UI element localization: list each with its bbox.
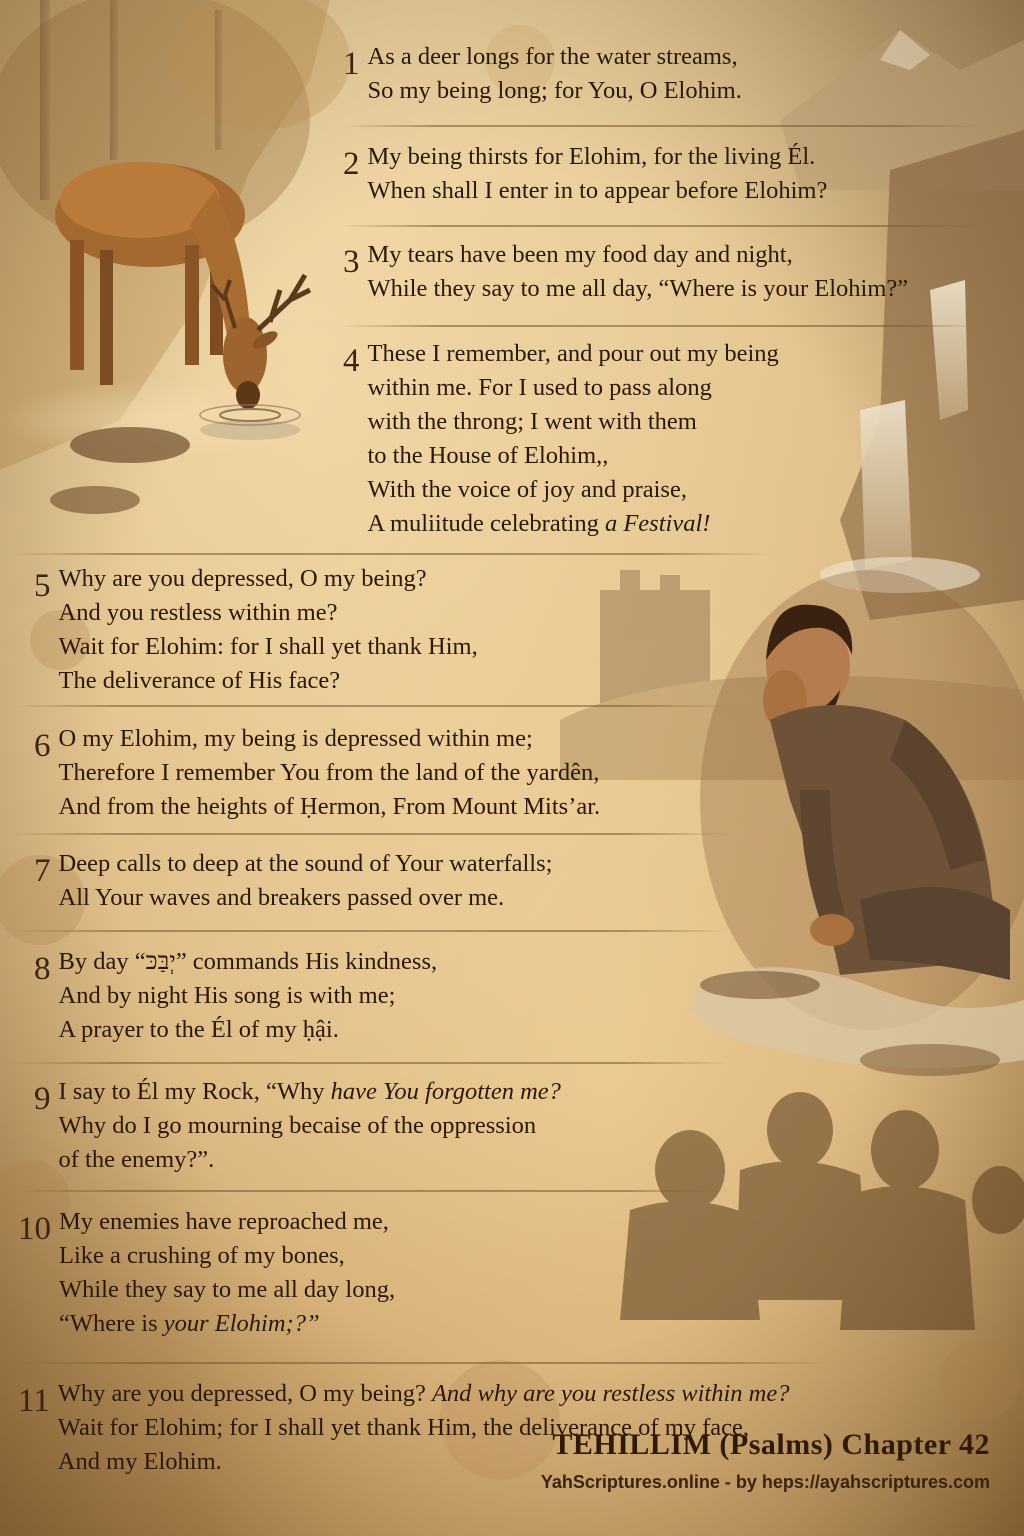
divider — [10, 930, 730, 932]
text-run: Why are you depressed, O my being? — [57, 1380, 432, 1407]
verse-line — [368, 74, 742, 108]
verse-line — [58, 1377, 790, 1411]
text-run: Deep calls to deep at the sound of Your waterfalls; — [58, 850, 553, 877]
text-run-italic: have You forgotten me? — [330, 1078, 561, 1105]
verse-line — [368, 174, 828, 208]
verse-9 — [34, 1075, 561, 1177]
verse-line — [368, 405, 779, 439]
verse-number: 4 — [343, 343, 360, 379]
text-run: My tears have been my food day and night, — [367, 241, 793, 268]
verse-number: 11 — [18, 1383, 50, 1419]
divider — [10, 1062, 730, 1064]
grieving-man — [700, 570, 1024, 1030]
text-run: With the voice of joy and praise, — [367, 476, 687, 503]
divider — [10, 553, 770, 555]
verse-8 — [34, 945, 437, 1047]
text-run: While they say to me all day long, — [59, 1276, 396, 1303]
verse-line — [59, 1075, 561, 1109]
verse-line — [59, 562, 478, 596]
mourning-figures — [620, 1092, 1024, 1330]
verse-line — [59, 881, 553, 915]
verse-line — [59, 979, 438, 1013]
verse-2 — [343, 140, 827, 208]
divider — [10, 1190, 730, 1192]
verse-number: 8 — [34, 951, 51, 987]
waterfall — [820, 130, 1024, 620]
verse-number: 7 — [34, 853, 51, 889]
verse-number: 9 — [34, 1081, 51, 1117]
verse-line — [59, 847, 553, 881]
verse-text — [59, 1205, 395, 1341]
text-run: And you restless within me? — [58, 599, 338, 626]
text-run: A prayer to the Él of my ḥậi. — [58, 1016, 339, 1043]
text-run: Like a crushing of my bones, — [59, 1242, 345, 1269]
text-run: Why do I go mourning becaise of the oppression — [58, 1112, 537, 1139]
verse-line — [59, 722, 601, 756]
verse-text — [368, 40, 742, 108]
verse-7 — [34, 847, 552, 915]
verse-line — [368, 238, 909, 272]
divider — [340, 325, 980, 327]
verse-line — [59, 1109, 561, 1143]
verse-1 — [343, 40, 742, 108]
verse-line — [59, 1013, 438, 1047]
text-run: So my being long; for You, O Elohim. — [367, 77, 742, 104]
stream — [690, 967, 1024, 1076]
verse-number: 5 — [34, 568, 51, 604]
verse-text — [368, 337, 779, 541]
divider — [10, 705, 730, 707]
text-run: Wait for Elohim: for I shall yet thank Him, — [58, 633, 478, 660]
verse-line — [59, 1143, 561, 1177]
verse-6 — [34, 722, 600, 824]
text-run: to the House of Elohim,, — [367, 442, 609, 469]
text-run: “Where is — [59, 1310, 164, 1337]
verse-text — [368, 238, 909, 306]
website-credit[interactable]: YahScriptures.online - by heps://ayahscriptures.com — [540, 1472, 990, 1492]
text-run: As a deer longs for the water streams, — [367, 43, 738, 70]
text-run: with the throng; I went with them — [367, 408, 697, 435]
text-run-italic: your Elohim;?” — [163, 1310, 320, 1337]
verse-text — [59, 562, 478, 698]
verse-line — [59, 1273, 395, 1307]
verse-5 — [34, 562, 478, 698]
divider — [10, 833, 730, 835]
verse-line — [368, 272, 909, 306]
text-run: These I remember, and pour out my being — [367, 340, 779, 367]
text-run: All Your waves and breakers passed over me. — [58, 884, 505, 911]
verse-line — [368, 439, 779, 473]
text-run: My enemies have reproached me, — [59, 1208, 389, 1235]
verse-text — [59, 1075, 561, 1177]
verse-number: 6 — [34, 728, 51, 764]
text-run: Why are you depressed, O my being? — [58, 565, 427, 592]
text-run-italic: a Festival! — [604, 510, 711, 537]
text-run: within me. For I used to pass along — [367, 374, 712, 401]
text-run: When shall I enter in to appear before Elohim? — [367, 177, 828, 204]
text-run: By day “יְבַּכּ” commands His kindness, — [58, 948, 438, 975]
verse-text — [59, 847, 553, 915]
verse-line — [59, 664, 478, 698]
text-run: of the enemy?”. — [58, 1146, 215, 1173]
verse-number: 1 — [343, 46, 360, 82]
verse-4 — [343, 337, 779, 541]
text-run: While they say to me all day, “Where is your Elohim?” — [367, 275, 909, 302]
divider — [340, 125, 980, 127]
verse-text — [59, 945, 438, 1047]
chapter-title: TEHILLIM (Psalms) Chapter 42 — [552, 1428, 990, 1461]
text-run: Therefore I remember You from the land of the yardên, — [58, 759, 600, 786]
text-run: I say to Él my Rock, “Why — [58, 1078, 331, 1105]
verse-number: 2 — [343, 146, 360, 182]
verse-line — [59, 756, 601, 790]
divider — [340, 225, 980, 227]
text-run-italic: And why are you restless within me? — [431, 1380, 790, 1407]
verse-line — [368, 507, 779, 541]
verse-line — [59, 945, 438, 979]
verse-line — [59, 630, 478, 664]
verse-number: 10 — [18, 1211, 51, 1247]
text-run: And my Elohim. — [57, 1448, 222, 1475]
text-run: Wait for Elohim; for I shall yet thank Him, the deliverance of my face, — [57, 1414, 750, 1441]
text-run: My being thirsts for Elohim, for the living Él. — [367, 143, 816, 170]
verse-line — [368, 140, 828, 174]
verse-line — [59, 1205, 395, 1239]
verse-line — [368, 337, 779, 371]
text-run: The deliverance of His face? — [58, 667, 341, 694]
divider — [10, 1362, 830, 1364]
verse-3 — [343, 238, 908, 306]
verse-line — [368, 40, 742, 74]
verse-text — [59, 722, 601, 824]
verse-number: 3 — [343, 244, 360, 280]
text-run: A muliitude celebrating — [367, 510, 605, 537]
verse-line — [59, 1307, 395, 1341]
verse-10 — [18, 1205, 395, 1341]
verse-line — [368, 371, 779, 405]
verse-line — [59, 790, 601, 824]
verse-line — [59, 596, 478, 630]
verse-text — [368, 140, 828, 208]
text-run: O my Elohim, my being is depressed within me; — [58, 725, 533, 752]
verse-line — [59, 1239, 395, 1273]
verse-line — [368, 473, 779, 507]
text-run: And from the heights of Ḥermon, From Mount Mits’ar. — [58, 793, 601, 820]
text-run: And by night His song is with me; — [58, 982, 396, 1009]
